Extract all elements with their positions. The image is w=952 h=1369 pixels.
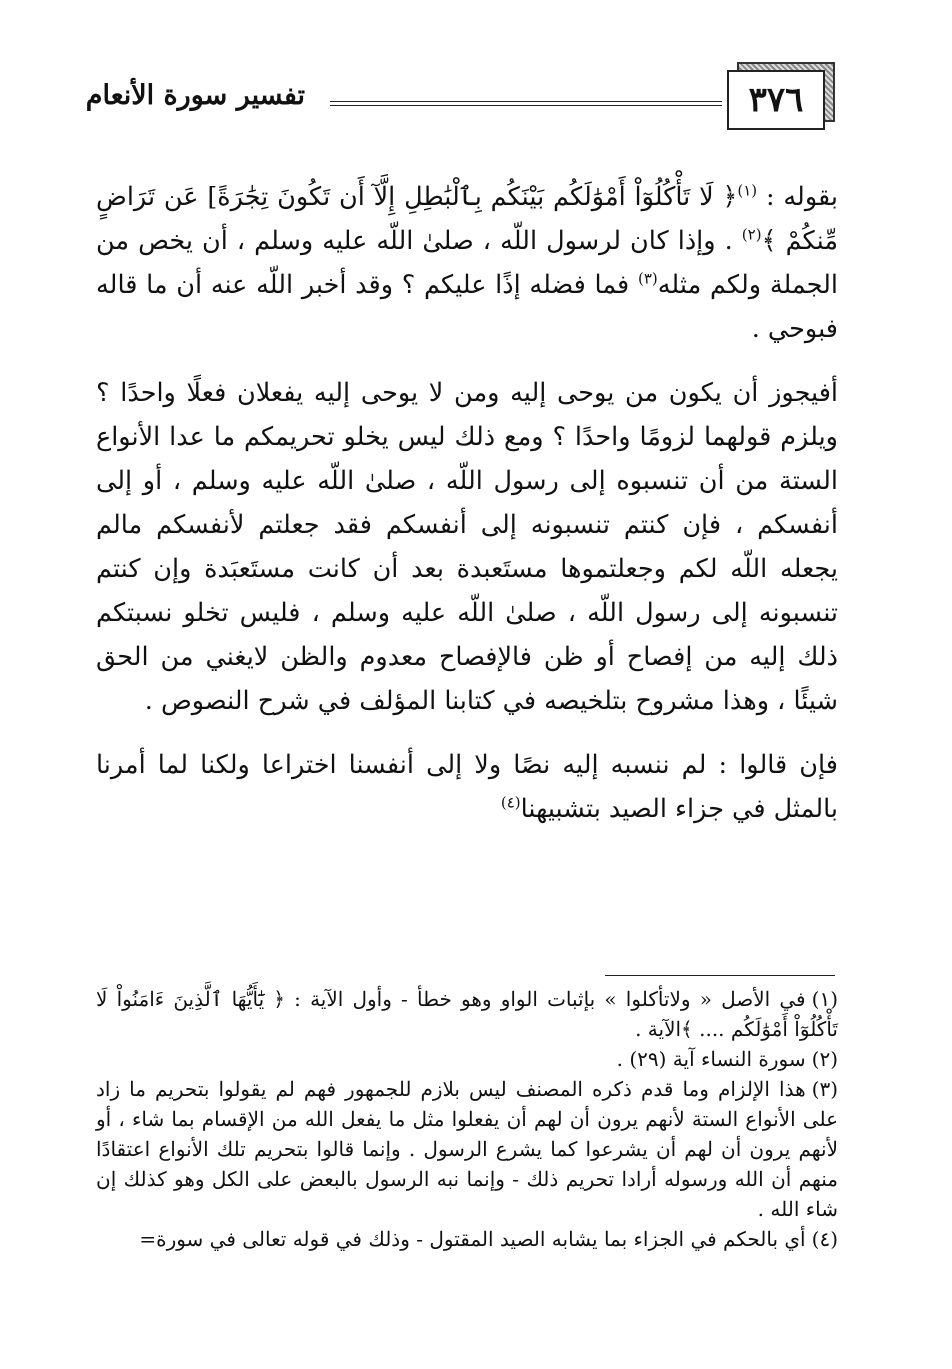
main-text (96, 175, 838, 851)
footnote-ref-2: (٢) (741, 225, 762, 244)
footnote-number: (٣) (811, 1077, 838, 1101)
footnote-1 (96, 984, 838, 1044)
footnote-ref-1: (١) (737, 181, 758, 200)
header-rule (330, 101, 722, 106)
footnote-number: (٢) (811, 1047, 838, 1071)
p3-text: فإن قالوا : لم ننسبه إليه نصًا ولا إلى أنفسنا اختراعا ولكنا لما أمرنا بالمثل في جزاء الصيد بتشبيهنا (96, 750, 838, 824)
p1-text-a: . وإذا كان لرسول اللّه ، صلىٰ اللّه عليه وسلم ، أن يخص من الجملة ولكم مثله (96, 226, 838, 300)
footnote-number: (١) (811, 987, 838, 1011)
paragraph-1 (96, 175, 838, 351)
running-title: تفسير سورة الأنعام (85, 80, 305, 111)
footnote-2 (96, 1044, 838, 1074)
page-number: ٣٧٦ (727, 70, 825, 130)
paragraph-2: أفيجوز أن يكون من يوحى إليه ومن لا يوحى إليه يفعلان فعلًا واحدًا ؟ ويلزم قولهما لزومًا واحدًا ؟ ومع ذلك ليس يخلو تحريمكم ما عدا الأنواع الستة من أن تنسبوه إلى رسول اللّه ، صلىٰ اللّه عليه وسلم ، أو إلى أنفسكم ، فإن كنتم تنسبونه إلى أنفسكم فقد جعلتم لأنفسكم مالم يجعله اللّه لكم وجعلتموها مستَعبدة بعد أن كانت مستَعبَدة وإن كنتم تنسبونه إلى رسول اللّه ، صلىٰ اللّه عليه وسلم ، فليس تخلو نسبتكم ذلك إليه من إفصاح أو ظن فالإفصاح معدوم والظن لايغني من الحق شيئًا ، وهذا مشروح بتلخيصه في كتابنا المؤلف في شرح النصوص . (96, 378, 838, 716)
footnote-number: (٤) (811, 1227, 838, 1251)
footnote-3 (96, 1074, 838, 1224)
footnote-text: في الأصل « ولاتأكلوا » بإثبات الواو وهو خطأ - وأول الآية : ﴿ يَٰٓأَيُّهَا ٱلَّذِينَ ءَامَنُواْ لَا تَأْكُلُوٓاْ أَمْوَٰلَكُم .... ﴾الآية . (96, 987, 838, 1041)
footnote-ref-3: (٣) (637, 269, 658, 288)
footnote-ref-4: (٤) (500, 793, 521, 812)
footnote-separator (605, 975, 835, 976)
p1-text-b: فما فضله إذًا عليكم ؟ وقد أخبر اللّه عنه أن ما قاله فبوحي . (96, 270, 838, 344)
paragraph-3 (96, 743, 838, 831)
footnote-4 (96, 1224, 838, 1254)
quran-verse: ﴿ لَا تَأْكُلُوٓاْ أَمْوَٰلَكُم بَيْنَكُم بِٱلْبَٰطِلِ إِلَّآ أَن تَكُونَ تِجَٰرَةً] عَن تَرَاضٍ مِّنكُمْ ﴾ (96, 182, 838, 256)
footnote-text: أي بالحكم في الجزاء بما يشابه الصيد المقتول - وذلك في قوله تعالى في سورة= (139, 1227, 806, 1251)
footnote-text: سورة النساء آية (٢٩) . (616, 1047, 806, 1071)
footnote-text: هذا الإلزام وما قدم ذكره المصنف ليس بلازم للجمهور فهم لم يقولوا بتحريم ما زاد على الأنواع الستة لأنهم يرون أن لهم أن يفعلوا مثل ما يفعل الله من الإقسام بما شاء ، أو لأنهم يرون أن لهم أن يشرعوا كما يشرع الرسول . وإنما قالوا بتحريم تلك الأنواع اعتقادًا منهم أن الله ورسوله أرادا تحريم ذلك - وإنما نبه الرسول بالبعض على الكل وهو كذلك إن شاء الله . (96, 1077, 838, 1221)
footnotes (96, 984, 838, 1254)
p1-lead: بقوله : (757, 182, 838, 212)
